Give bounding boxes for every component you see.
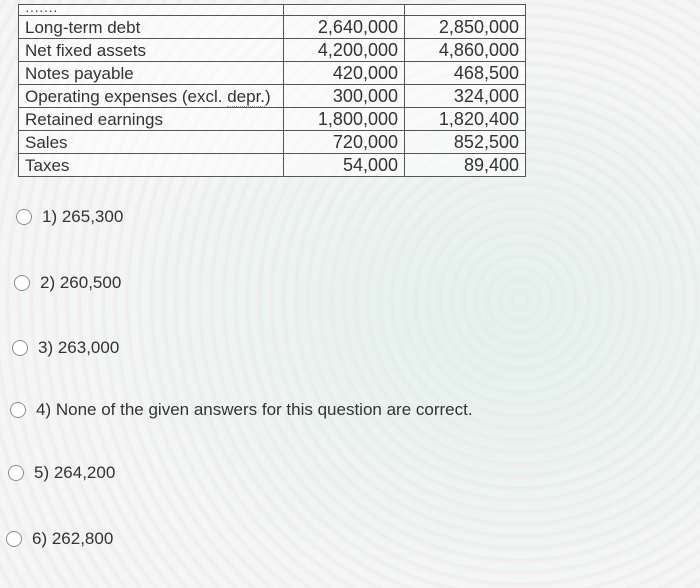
table-row <box>19 85 526 108</box>
table-row <box>19 108 526 131</box>
table-cell-label: Net fixed assets <box>19 39 284 62</box>
table-cell-col1: 420,000 <box>284 62 405 85</box>
radio-button[interactable] <box>6 531 22 547</box>
table-row <box>19 131 526 154</box>
answer-option-3[interactable] <box>12 338 119 358</box>
table-cell-label: Sales <box>19 131 284 154</box>
table-cell-col2: 1,820,400 <box>405 108 526 131</box>
radio-button[interactable] <box>10 402 26 418</box>
radio-button[interactable] <box>12 340 28 356</box>
table-row <box>19 16 526 39</box>
spellcheck-underlined-word: depr. <box>227 86 266 106</box>
table-cell-col1: 54,000 <box>284 154 405 177</box>
option-label: 3) 263,000 <box>38 338 120 357</box>
table-cell-col2: 4,860,000 <box>405 39 526 62</box>
option-label: 5) 264,200 <box>34 463 116 482</box>
table-row <box>19 62 526 85</box>
radio-button[interactable] <box>14 275 30 291</box>
radio-button[interactable] <box>16 209 32 225</box>
answer-option-4[interactable] <box>10 400 473 420</box>
table-cell-label: Taxes <box>19 154 284 177</box>
option-label: 2) 260,500 <box>40 273 122 292</box>
financial-data-table <box>18 4 526 177</box>
answer-option-5[interactable] <box>8 463 115 483</box>
option-label: 4) None of the given answers for this question are correct. <box>36 400 473 419</box>
option-label: 1) 265,300 <box>42 207 124 226</box>
table-cell-label: Retained earnings <box>19 108 284 131</box>
table-row <box>19 154 526 177</box>
table-cell-label <box>19 85 284 108</box>
option-label: 6) 262,800 <box>32 529 114 548</box>
table-cell-col2: 2,850,000 <box>405 16 526 39</box>
answer-option-2[interactable] <box>14 273 121 293</box>
table-cell-col2: 468,500 <box>405 62 526 85</box>
table-cell-col2: 89,400 <box>405 154 526 177</box>
table-cell-col2: 324,000 <box>405 85 526 108</box>
table-cell-label: ······· <box>19 5 284 16</box>
table-cell-label: Notes payable <box>19 62 284 85</box>
table-cell-col1: 1,800,000 <box>284 108 405 131</box>
label-text: Operating expenses (excl. <box>25 86 228 106</box>
radio-button[interactable] <box>8 465 24 481</box>
table-cell-col1: 4,200,000 <box>284 39 405 62</box>
label-text-end: ) <box>265 86 271 106</box>
table-cell-col2: 852,500 <box>405 131 526 154</box>
table-row <box>19 39 526 62</box>
table-cell-col1 <box>284 5 405 16</box>
table-cell-col1: 720,000 <box>284 131 405 154</box>
answer-option-6[interactable] <box>6 529 113 549</box>
answer-option-1[interactable] <box>16 207 123 227</box>
table-cell-col1: 300,000 <box>284 85 405 108</box>
table-row-partial <box>19 5 526 16</box>
table-cell-label: Long-term debt <box>19 16 284 39</box>
table-cell-col1: 2,640,000 <box>284 16 405 39</box>
table-cell-col2 <box>405 5 526 16</box>
